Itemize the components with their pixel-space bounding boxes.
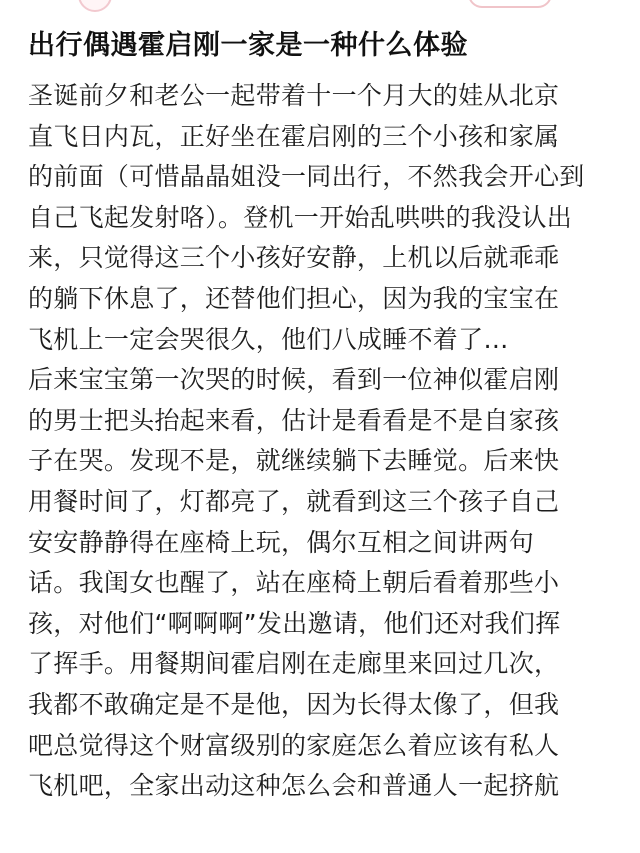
body-line: 用餐时间了，灯都亮了，就看到这三个孩子自己 [28,486,560,516]
avatar[interactable] [78,0,112,12]
body-line: 来，只觉得这三个小孩好安静，上机以后就乖乖 [28,243,560,273]
body-line: 飞机上一定会哭很久，他们八成睡不着了… [28,324,509,354]
body-line: 子在哭。发现不是，就继续躺下去睡觉。后来快 [28,446,560,476]
header-cutoff [0,0,640,14]
body-line: 安安静静得在座椅上玩，偶尔互相之间讲两句 [28,527,535,557]
body-line: 吧总觉得这个财富级别的家庭怎么着应该有私人 [28,730,560,760]
body-line: 飞机吧，全家出动这种怎么会和普通人一起挤航 [28,771,560,801]
body-line: 后来宝宝第一次哭的时候，看到一位神似霍启刚 [28,365,560,395]
body-line: 的男士把头抬起来看，估计是看看是不是自家孩 [28,405,560,435]
body-line: 圣诞前夕和老公一起带着十一个月大的娃从北京 [28,81,560,110]
body-line: 的躺下休息了，还替他们担心，因为我的宝宝在 [28,283,560,313]
post-body [28,76,624,807]
body-line: 直飞日内瓦，正好坐在霍启刚的三个小孩和家属 [28,121,560,151]
body-line: 的前面（可惜晶晶姐没一同出行，不然我会开心到 [28,162,585,192]
body-line: 自己飞起发射咯）。登机一开始乱哄哄的我没认出 [28,202,573,232]
body-line: 孩，对他们“啊啊啊”发出邀请，他们还对我们挥 [28,608,561,638]
post-title: 出行偶遇霍启刚一家是一种什么体验 [28,30,468,61]
body-line: 我都不敢确定是不是他，因为长得太像了，但我 [28,689,560,719]
follow-button[interactable] [468,0,552,8]
body-line: 了挥手。用餐期间霍启刚在走廊里来回过几次， [28,649,560,679]
body-line: 话。我闺女也醒了，站在座椅上朝后看着那些小 [28,568,560,598]
